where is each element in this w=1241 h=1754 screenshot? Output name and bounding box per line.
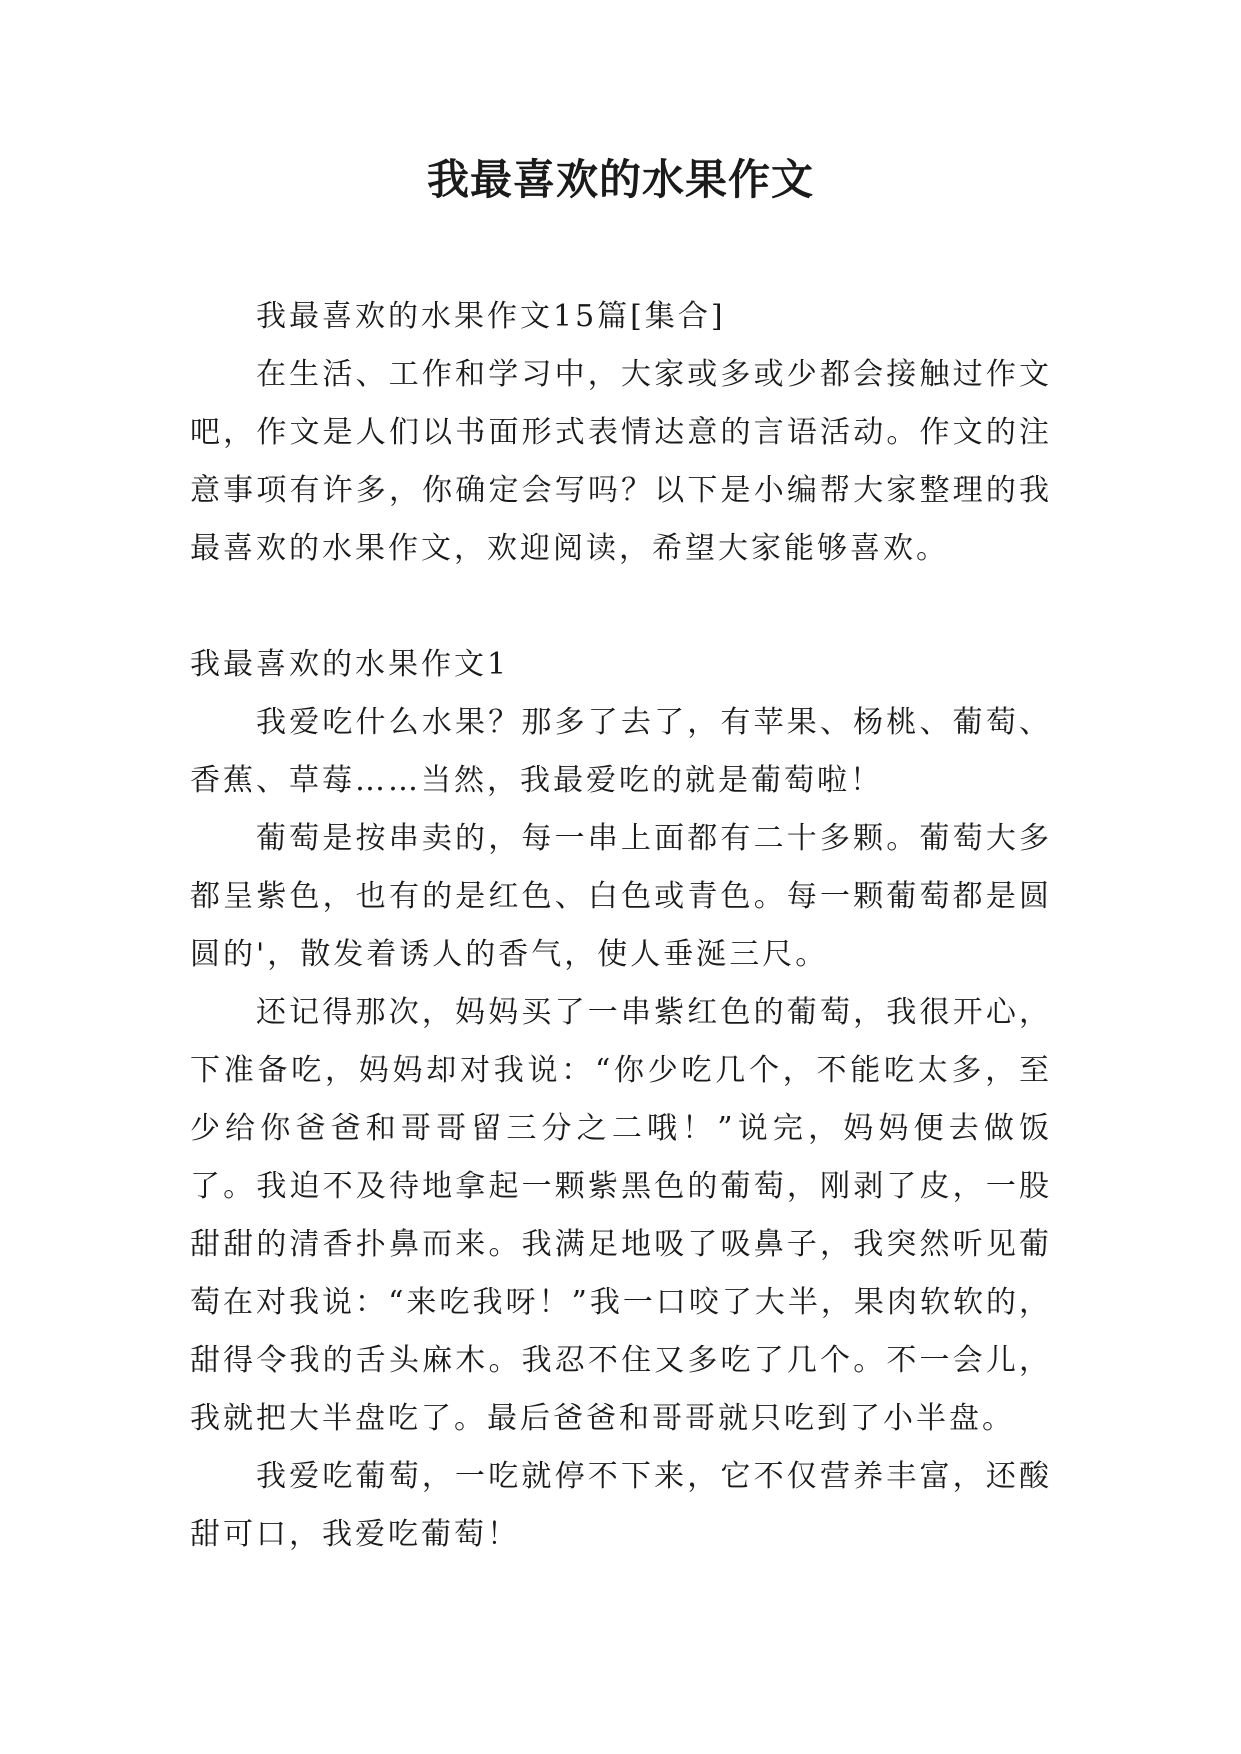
essay-1-section: [190, 636, 1052, 1564]
essay-1-heading: 我最喜欢的水果作文1: [190, 647, 510, 682]
essay-1-paragraph-2: 葡萄是按串卖的，每一串上面都有二十多颗。葡萄大多都呈紫色，也有的是红色、白色或青色。每一颗葡萄都是圆圆的'，散发着诱人的香气，使人垂涎三尺。: [190, 821, 1052, 972]
essay-1-paragraph-1: 我爱吃什么水果？那多了去了，有苹果、杨桃、葡萄、香蕉、草莓……当然，我最爱吃的就是葡萄啦！: [190, 705, 1052, 798]
intro-paragraph: 在生活、工作和学习中，大家或多或少都会接触过作文吧，作文是人们以书面形式表情达意的言语活动。作文的注意事项有许多，你确定会写吗？以下是小编帮大家整理的我最喜欢的水果作文，欢迎阅读，希望大家能够喜欢。: [190, 357, 1052, 566]
essay-1-paragraph-3: 还记得那次，妈妈买了一串紫红色的葡萄，我很开心，下准备吃，妈妈却对我说：“你少吃几个，不能吃太多，至少给你爸爸和哥哥留三分之二哦！”说完，妈妈便去做饭了。我迫不及待地拿起一颗紫黑色的葡萄，刚剥了皮，一股甜甜的清香扑鼻而来。我满足地吸了吸鼻子，我突然听见葡萄在对我说：“来吃我呀！”我一口咬了大半，果肉软软的，甜得令我的舌头麻木。我忍不住又多吃了几个。不一会儿，我就把大半盘吃了。最后爸爸和哥哥就只吃到了小半盘。: [190, 995, 1052, 1436]
essay-1-paragraph-4: 我爱吃葡萄，一吃就停不下来，它不仅营养丰富，还酸甜可口，我爱吃葡萄！: [190, 1459, 1052, 1552]
document-title: 我最喜欢的水果作文: [426, 155, 814, 204]
intro-subtitle: 我最喜欢的水果作文15篇[集合]: [256, 299, 726, 334]
intro-section: [190, 288, 1052, 578]
